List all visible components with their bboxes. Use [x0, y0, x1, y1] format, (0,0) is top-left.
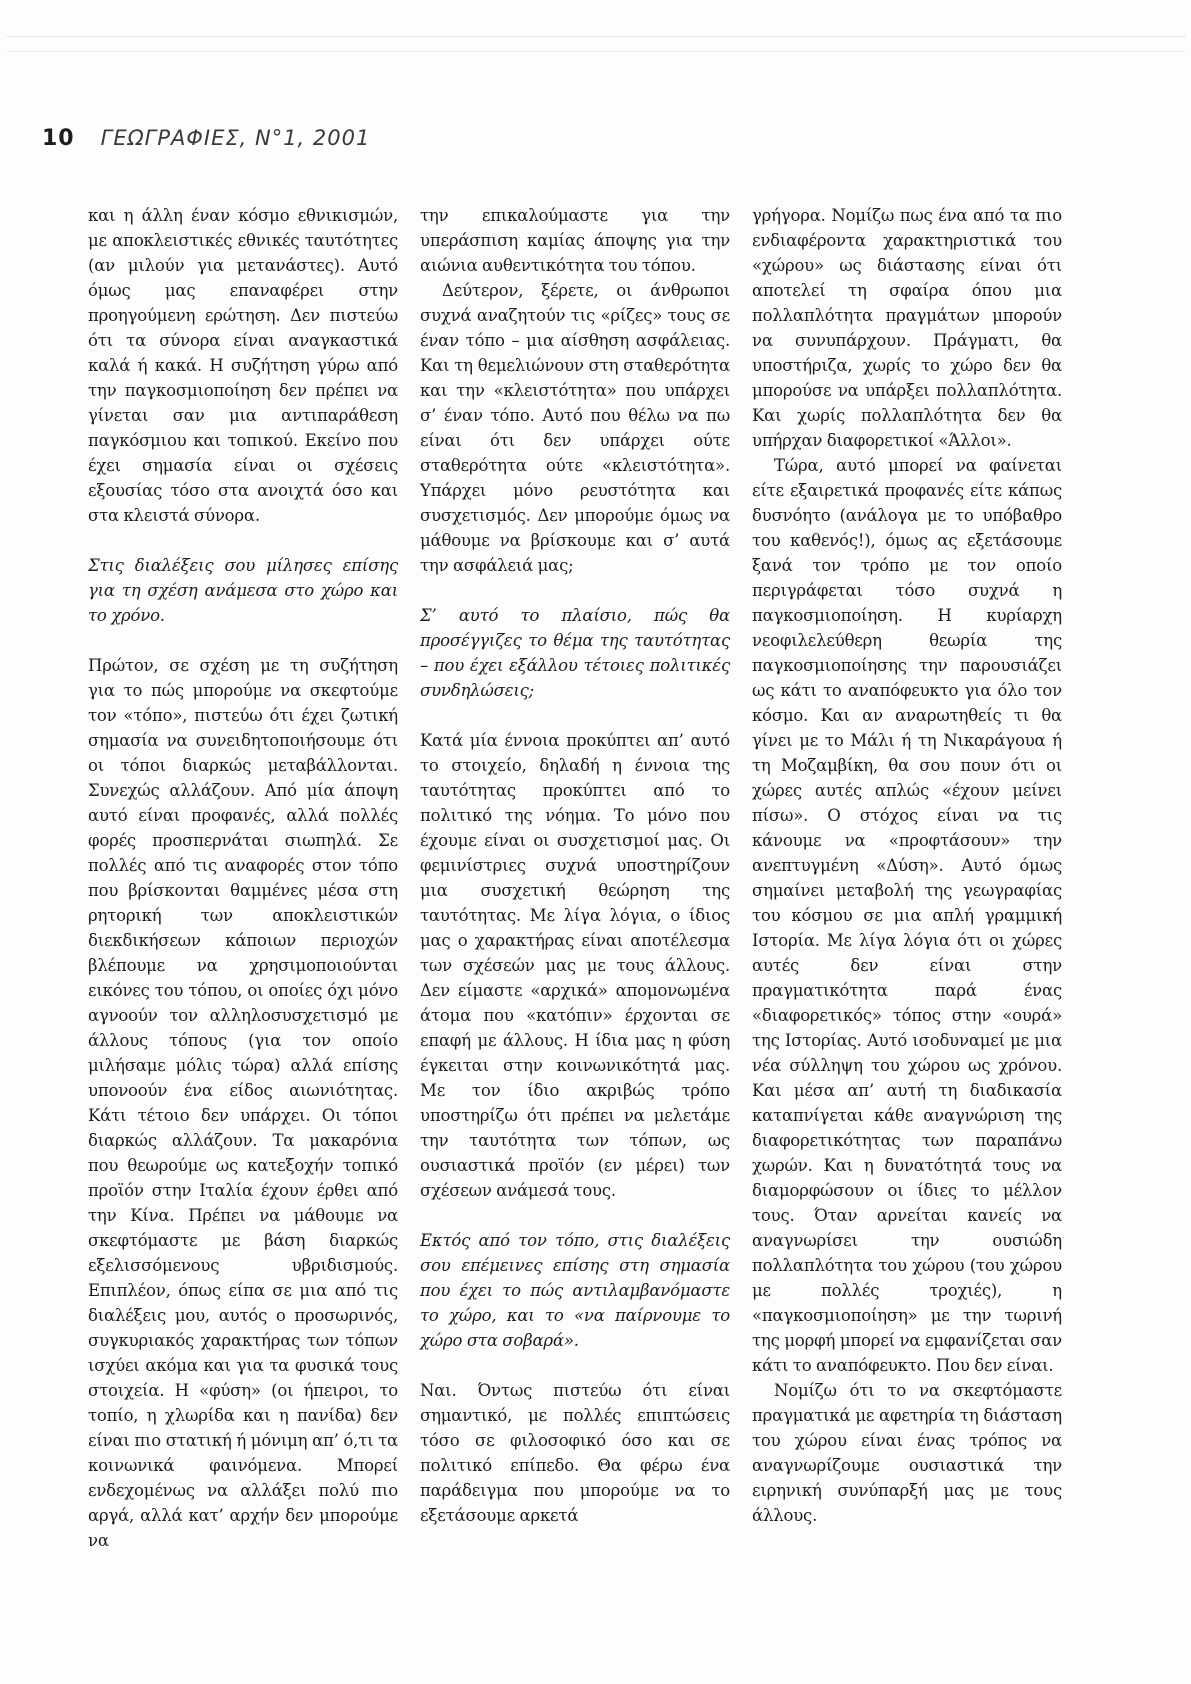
interview-question: Σ’ αυτό το πλαίσιο, πώς θα προσέγγιζες το θέμα της ταυτότητας – που έχει εξάλλου τέτοιες πολιτικές συνδηλώσεις; — [420, 606, 730, 700]
paragraph-answer: Ναι. Όντως πιστεύω ότι είναι σημαντικό, με πολλές επιπτώσεις τόσο σε φιλοσοφικό όσο και σε πολιτικό επίπεδο. Θα φέρω ένα παράδειγμα που μπορούμε να το εξετάσουμε αρκετά — [420, 1381, 730, 1525]
page-number: 10 — [42, 126, 75, 151]
page-header — [42, 126, 370, 151]
paragraph-answer: Κατά μία έννοια προκύπτει απ’ αυτό το στοιχείο, δηλαδή η έννοια της ταυτότητας προκύπτει από το πολιτικό της νόημα. Το μόνο που έχουμε είναι οι συσχετισμοί μας. Οι φεμινίστριες συχνά υποστηρίζουν μια συσχετική θεώρηση της ταυτότητας. Με λίγα λόγια, ο ίδιος μας ο χαρακτήρας είναι αποτέλεσμα των σχέσεών μας με τους άλλους. Δεν είμαστε «αρχικά» απομονωμένα άτομα που «κατόπιν» έρχονται σε επαφή με άλλους. Η ίδια μας η φύση έγκειται στην κοινωνικότητά μας. Με τον ίδιο ακριβώς τρόπο υποστηρίζω ότι πρέπει να μελετάμε την ταυτότητα των τόπων, ως ουσιαστικά προϊόν (εν μέρει) των σχέσεων ανάμεσά τους. — [420, 731, 730, 1200]
paragraph-continuation: και η άλλη έναν κόσμο εθνικισμών, με αποκλειστικές εθνικές ταυτότητες (αν μιλούν για μετανάστες). Αυτό όμως μας επαναφέρει στην προηγούμενη ερώτηση. Δεν πιστεύω ότι τα σύνορα είναι αναγκαστικά καλά ή κακά. Η συζήτηση γύρω από την παγκοσμιοποίηση δεν πρέπει να γίνεται σαν μια αντιπαράθεση παγκόσμιου και τοπικού. Εκείνο που έχει σημασία είναι οι σχέσεις εξουσίας τόσο στα ανοιχτά όσο και στα κλειστά σύνορα. — [88, 206, 398, 525]
column-3 — [752, 203, 1062, 1553]
paragraph-answer: Πρώτον, σε σχέση με τη συζήτηση για το πώς μπορούμε να σκεφτούμε τον «τόπο», πιστεύω ότι έχει ζωτική σημασία να συνειδητοποιήσουμε ότι οι τόποι διαρκώς μεταβάλλονται. Συνεχώς αλλάζουν. Από μία άποψη αυτό είναι προφανές, αλλά πολλές φορές προσπερνάται σιωπηλά. Σε πολλές από τις αναφορές στον τόπο που βρίσκονται θαμμένες μέσα στη ρητορική των αποκλειστικών διεκδικήσεων κάποιων περιοχών βλέπουμε να χρησιμοποιούνται εικόνες του τόπου, οι οποίες όχι μόνο αγνοούν τον αλληλοσυσχετισμό με άλλους τόπους (για τον οποίο μιλήσαμε μόλις τώρα) αλλά επίσης υπονοούν ένα είδος αιωνιότητας. Κάτι τέτοιο δεν υπάρχει. Οι τόποι διαρκώς αλλάζουν. Τα μακαρόνια που θεωρούμε ως κατεξοχήν τοπικό προϊόν στην Ιταλία έχουν έρθει από την Κίνα. Πρέπει να μάθουμε να σκεφτόμαστε με βάση διαρκώς εξελισσόμενους υβριδισμούς. Επιπλέον, όπως είπα σε μια από τις διαλέξεις μου, αυτός ο προσωρινός, συγκυριακός χαρακτήρας των τόπων ισχύει ακόμα και για τα φυσικά τους στοιχεία. Η «φύση» (οι ήπειροι, το τοπίο, η χλωρίδα και η πανίδα) δεν είναι πιο στατική ή μόνιμη απ’ ό,τι τα κοινωνικά φαινόμενα. Μπορεί ενδεχομένως να αλλάξει πολύ πιο αργά, αλλά κατ’ αρχήν δεν μπορούμε να — [88, 656, 398, 1550]
paragraph: Τώρα, αυτό μπορεί να φαίνεται είτε εξαιρετικά προφανές είτε κάπως δυσνόητο (ανάλογα με το υπόβαθρο του καθενός!), όμως ας εξετάσουμε ξανά τον τρόπο με τον οποίο περιγράφεται τόσο συχνά η παγκοσμιοποίηση. Η κυρίαρχη νεοφιλελεύθερη θεωρία της παγκοσμιοποίησης την παρουσιάζει ως κάτι το αναπόφευκτο για όλο τον κόσμο. Και αν αναρωτηθείς τι θα γίνει με το Μάλι ή τη Νικαράγουα ή τη Μοζαμβίκη, θα σου πουν ότι οι χώρες αυτές απλώς «έχουν μείνει πίσω». Ο στόχος είναι να τις κάνουμε να «προφτάσουν» την ανεπτυγμένη «Δύση». Αυτό όμως σημαίνει μεταβολή της γεωγραφίας του κόσμου σε μια απλή γραμμική Ιστορία. Με λίγα λόγια ότι οι χώρες αυτές δεν είναι στην πραγματικότητα παρά ένας «διαφορετικός» τόπος στην «ουρά» της Ιστορίας. Αυτό ισοδυναμεί με μια νέα σύλληψη του χώρου ως χρόνου. Και μέσα απ’ αυτή τη διαδικασία καταπνίγεται κάθε αναγνώριση της διαφορετικότητας των παραπάνω χωρών. Και η δυνατότητά τους να διαμορφώσουν οι ίδιες το μέλλον τους. Όταν αρνείται κανείς να αναγνωρίσει την ουσιώδη πολλαπλότητα του χώρου (του χώρου με πολλές τροχιές), η «παγκοσμιοποίηση» με την τωρινή της μορφή μπορεί να εμφανίζεται σαν κάτι το αναπόφευκτο. Που δεν είναι. — [752, 456, 1062, 1375]
paragraph-continuation: γρήγορα. Νομίζω πως ένα από τα πιο ενδιαφέροντα χαρακτηριστικά του «χώρου» ως διάστασης είναι ότι αποτελεί τη σφαίρα όπου μια πολλαπλότητα πραγμάτων μπορούν να συνυπάρχουν. Πράγματι, θα υποστήριζα, χωρίς το χώρο δεν θα μπορούσε να υπάρξει πολλαπλότητα. Και χωρίς πολλαπλότητα δεν θα υπήρχαν διαφορετικοί «Άλλοι». — [752, 206, 1062, 450]
column-1 — [88, 203, 398, 1553]
text-columns — [88, 203, 1062, 1553]
interview-question: Εκτός από τον τόπο, στις διαλέξεις σου επέμεινες επίσης στη σημασία που έχει το πώς αντιλαμβανόμαστε το χώρο, και το «να παίρνουμε το χώρο στα σοβαρά». — [420, 1231, 730, 1350]
journal-title: ΓΕΩΓΡΑΦΙΕΣ, N°1, 2001 — [100, 126, 371, 150]
paragraph-continuation: την επικαλούμαστε για την υπεράσπιση καμίας άποψης για την αιώνια αυθεντικότητα του τόπου. — [420, 206, 730, 275]
interview-question: Στις διαλέξεις σου μίλησες επίσης για τη σχέση ανάμεσα στο χώρο και το χρόνο. — [88, 556, 398, 625]
paragraph: Νομίζω ότι το να σκεφτόμαστε πραγματικά με αφετηρία τη διάσταση του χώρου είναι ένας τρόπος να αναγνωρίζουμε ουσιαστικά την ειρηνική συνύπαρξή μας με τους άλλους. — [752, 1381, 1062, 1525]
paragraph: Δεύτερον, ξέρετε, οι άνθρωποι συχνά αναζητούν τις «ρίζες» τους σε έναν τόπο – μια αίσθηση ασφάλειας. Και τη θεμελιώνουν στη σταθερότητα και την «κλειστότητα» που υπάρχει σ’ έναν τόπο. Αυτό που θέλω να πω είναι ότι δεν υπάρχει ούτε σταθερότητα ούτε «κλειστότητα». Υπάρχει μόνο ρευστότητα και συσχετισμός. Δεν μπορούμε όμως να μάθουμε να βρίσκουμε και σ’ αυτά την ασφάλειά μας; — [420, 281, 730, 575]
column-2 — [420, 203, 730, 1553]
scan-artifact-band — [6, 36, 1185, 52]
